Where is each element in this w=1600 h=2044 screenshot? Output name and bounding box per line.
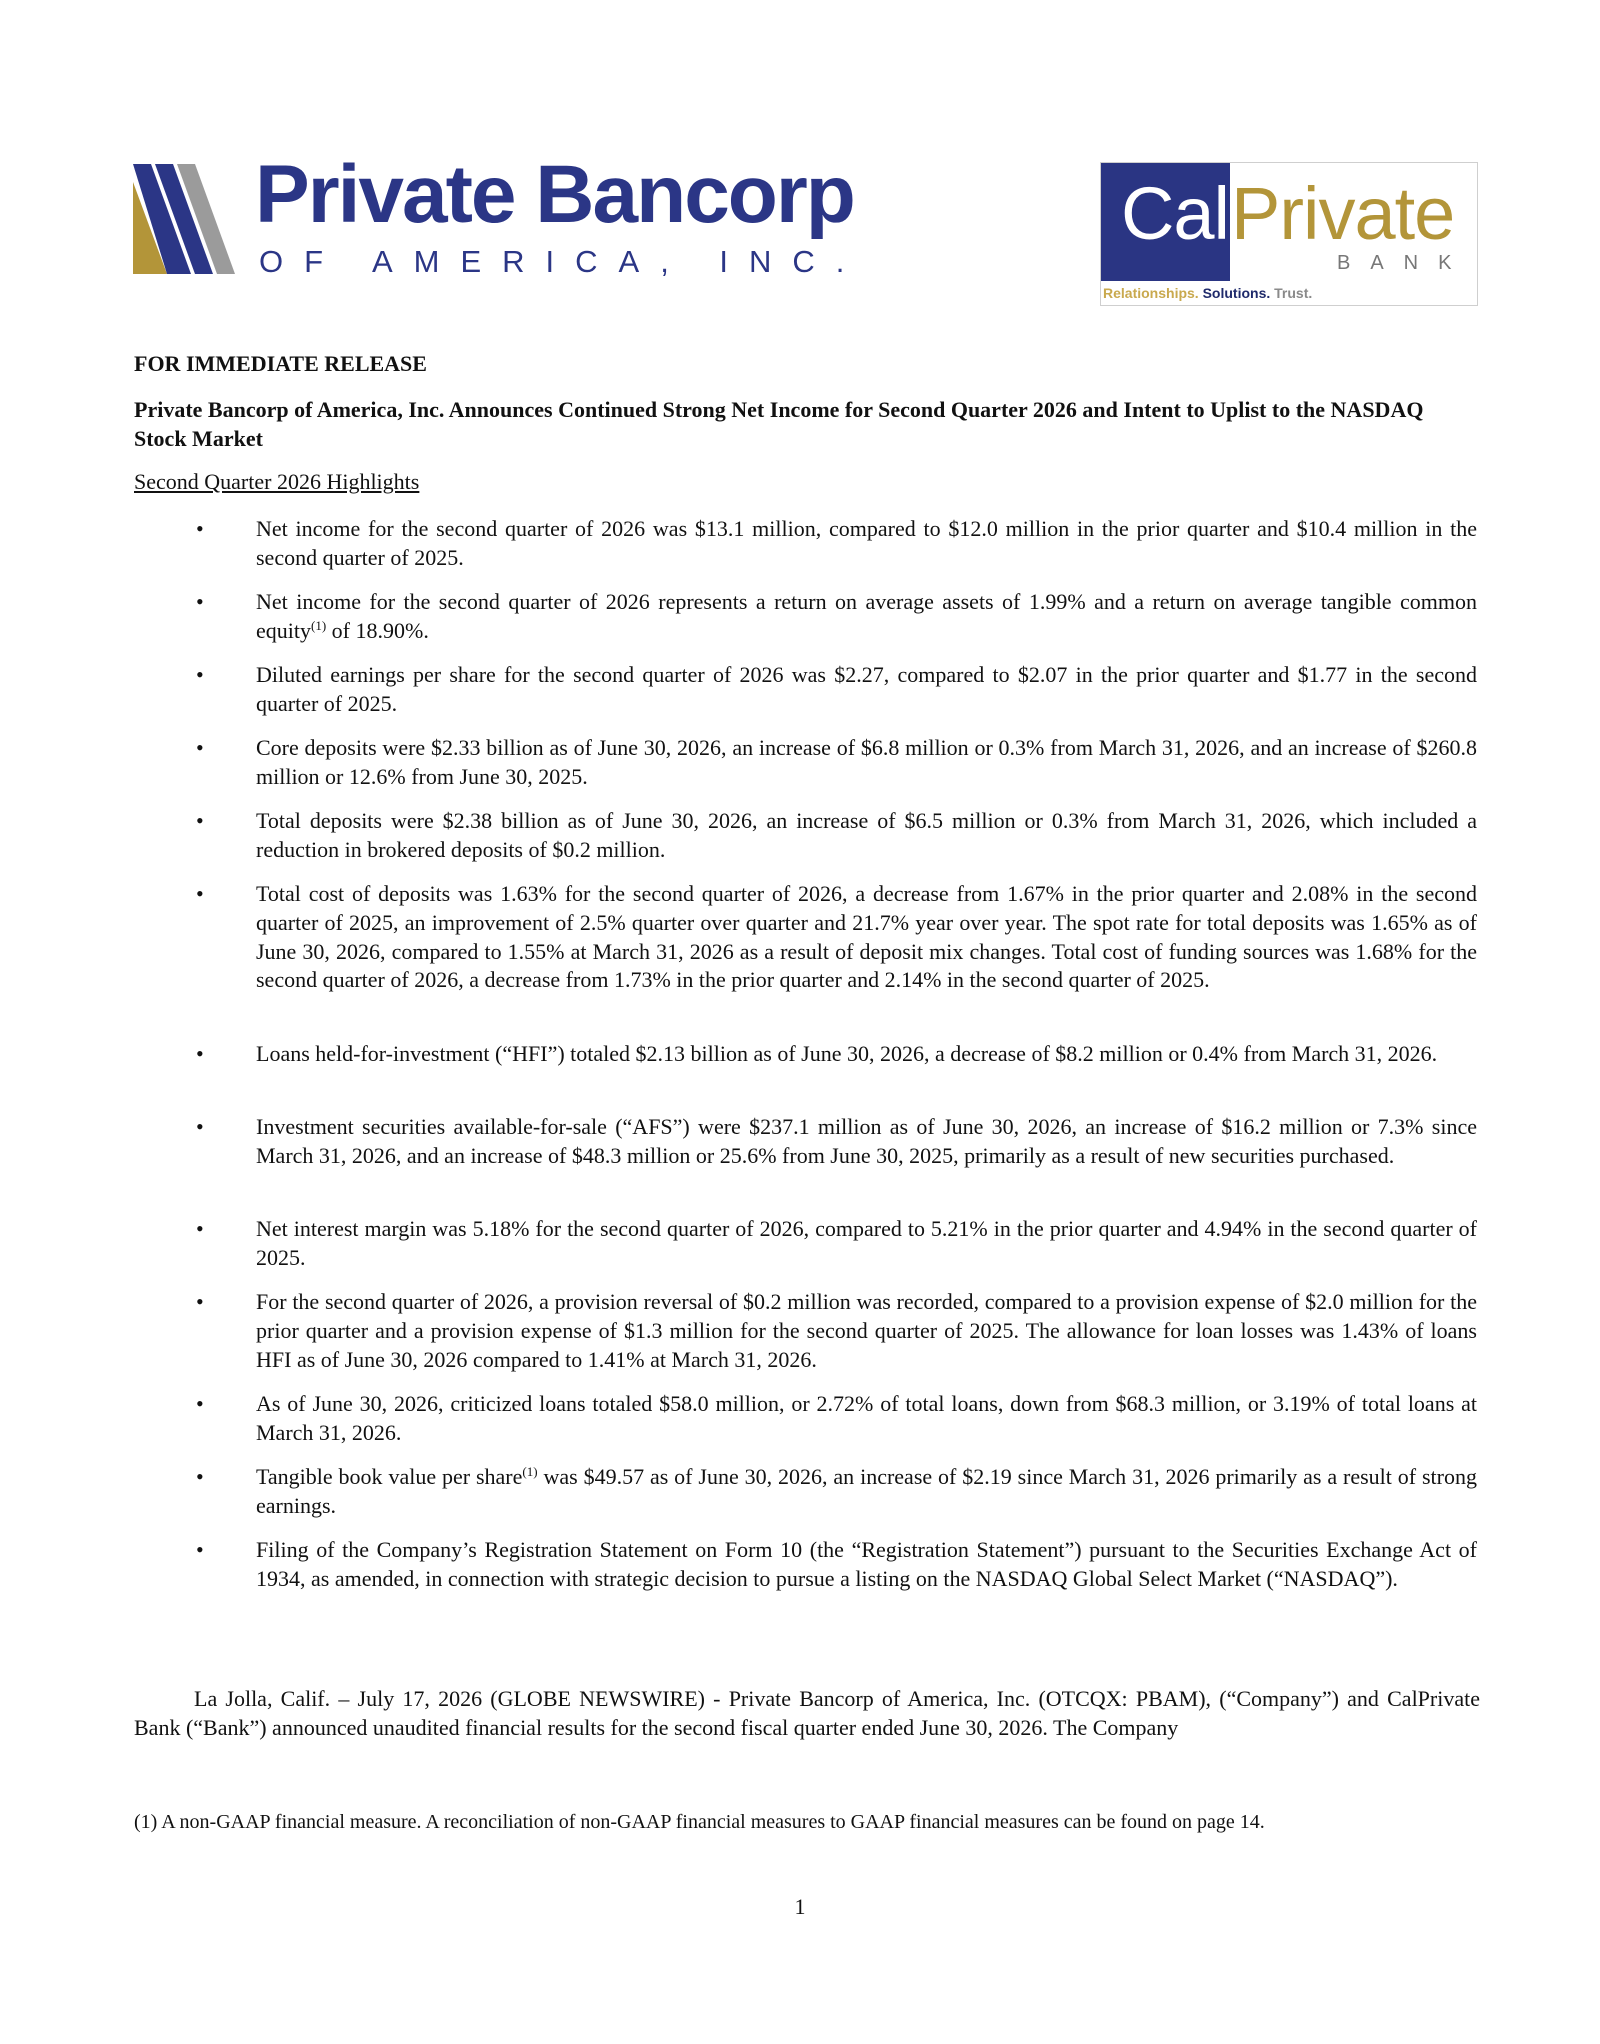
highlight-text: For the second quarter of 2026, a provision reversal of $0.2 million was recorded, compared to a provision expense of $2.0 million for the prior quarter and a provision expense of $1.3 million for the second quarter of 2025. The allowance for loan losses was 1.43% of loans HFI as of June 30, 2026 compared to 1.41% at March 31, 2026. — [256, 1289, 1477, 1372]
highlight-text: Net interest margin was 5.18% for the second quarter of 2026, compared to 5.21% in the prior quarter and 4.94% in the second quarter of 2025. — [256, 1216, 1477, 1270]
tagline-relationships: Relationships. — [1103, 285, 1199, 301]
bullet-icon: • — [196, 516, 204, 541]
highlights-title: Second Quarter 2026 Highlights — [134, 469, 420, 494]
bullet-icon: • — [196, 1289, 204, 1314]
highlight-text: Filing of the Company’s Registration Statement on Form 10 (the “Registration Statement”) pursuant to the Securities Exchange Act of 1934, as amended, in connection with strategic decision to pursue a listing on the NASDAQ Global Select Market (“NASDAQ”). — [256, 1537, 1477, 1591]
headline: Private Bancorp of America, Inc. Announces Continued Strong Net Income for Second Quarter 2026 and Intent to Uplist to the NASDAQ Stock Market — [134, 397, 1424, 451]
private-bancorp-name: Private Bancorp — [255, 149, 854, 240]
highlight-text: Loans held-for-investment (“HFI”) totaled $2.13 billion as of June 30, 2026, a decrease of $8.2 million or 0.4% from March 31, 2026. — [256, 1041, 1438, 1066]
private-bancorp-logo — [133, 149, 866, 280]
highlight-item — [196, 1288, 1477, 1374]
bullet-icon: • — [196, 735, 204, 760]
highlight-text: Net income for the second quarter of 2026 represents a return on average assets of 1.99% and a return on average tangible common equity — [256, 589, 1477, 643]
bullet-icon: • — [196, 589, 204, 614]
bullet-icon: • — [196, 1464, 204, 1489]
page-number: 1 — [794, 1894, 806, 1919]
calprivate-cal-text: Cal — [1101, 163, 1230, 281]
highlight-item — [196, 1040, 1477, 1069]
release-label: FOR IMMEDIATE RELEASE — [134, 351, 427, 376]
highlight-item — [196, 1463, 1477, 1521]
private-bancorp-mark-icon — [133, 164, 255, 274]
calprivate-private-text: Private — [1231, 172, 1455, 255]
footnote-ref: (1) — [311, 617, 327, 633]
highlight-text: Net income for the second quarter of 2026 was $13.1 million, compared to $12.0 million in the prior quarter and $10.4 million in the second quarter of 2025. — [256, 516, 1477, 570]
highlight-item — [196, 1215, 1477, 1273]
tagline-solutions: Solutions. — [1202, 285, 1271, 301]
calprivate-tagline — [1103, 286, 1312, 300]
bullet-icon: • — [196, 1114, 204, 1139]
highlight-text: was $49.57 as of June 30, 2026, an increase of $2.19 since March 31, 2026 primarily as a result of strong earnings. — [256, 1464, 1477, 1518]
footnote-ref: (1) — [522, 1464, 538, 1479]
highlight-text: Diluted earnings per share for the second quarter of 2026 was $2.27, compared to $2.07 in the prior quarter and $1.77 in the second quarter of 2025. — [256, 662, 1477, 716]
bullet-icon: • — [196, 1041, 204, 1066]
highlight-item — [196, 1536, 1477, 1594]
highlight-text: Investment securities available-for-sale (“AFS”) were $237.1 million as of June 30, 2026, an increase of $16.2 million or 7.3% since March 31, 2026, and an increase of $48.3 million or 25.6% from June 30, 2025, primarily as a result of new securities purchased. — [256, 1114, 1477, 1168]
highlight-item — [196, 661, 1477, 719]
bullet-icon: • — [196, 808, 204, 833]
highlight-text: Tangible book value per share — [256, 1464, 523, 1489]
bullet-icon: • — [196, 1216, 204, 1241]
highlight-text: As of June 30, 2026, criticized loans totaled $58.0 million, or 2.72% of total loans, down from $68.3 million, or 3.19% of total loans at March 31, 2026. — [256, 1391, 1477, 1445]
bullet-icon: • — [196, 881, 204, 906]
highlight-item — [196, 588, 1477, 646]
highlight-text: Total cost of deposits was 1.63% for the second quarter of 2026, a decrease from 1.67% in the prior quarter and 2.08% in the second quarter of 2025, an improvement of 2.5% quarter over quarter and 21.7% year over year. The spot rate for total deposits was 1.65% as of June 30, 2026, compared to 1.55% at March 31, 2026 as a result of deposit mix changes. Total cost of funding sources was 1.68% for the second quarter of 2026, a decrease from 1.73% in the prior quarter and 2.14% in the second quarter of 2025. — [256, 881, 1477, 993]
calprivate-bank-logo — [1100, 162, 1478, 306]
bullet-icon: • — [196, 1537, 204, 1562]
bullet-icon: • — [196, 1391, 204, 1416]
highlight-text: Total deposits were $2.38 billion as of June 30, 2026, an increase of $6.5 million or 0.3% from March 31, 2026, which included a reduction in brokered deposits of $0.2 million. — [256, 808, 1477, 862]
highlight-text: Core deposits were $2.33 billion as of June 30, 2026, an increase of $6.8 million or 0.3% from March 31, 2026, and an increase of $260.8 million or 12.6% from June 30, 2025. — [256, 735, 1477, 789]
footnote: (1) A non-GAAP financial measure. A reconciliation of non-GAAP financial measures to GAAP financial measures can be found on page 14. — [134, 1811, 1265, 1833]
tagline-trust: Trust. — [1274, 285, 1313, 301]
private-bancorp-subtitle: OF AMERICA, INC. — [259, 244, 866, 279]
highlight-item — [196, 734, 1477, 792]
bullet-icon: • — [196, 662, 204, 687]
calprivate-bank-text: BANK — [1337, 252, 1472, 274]
highlight-item — [196, 1390, 1477, 1448]
body-paragraph: La Jolla, Calif. – July 17, 2026 (GLOBE NEWSWIRE) - Private Bancorp of America, Inc. (OTCQX: PBAM), (“Company”) and CalPrivate Bank (“Bank”) announced unaudited financial results for the second fiscal quarter ended June 30, 2026. The Company — [134, 1686, 1480, 1740]
highlight-item — [196, 880, 1477, 995]
highlight-item — [196, 1113, 1477, 1171]
highlight-item — [196, 807, 1477, 865]
highlight-text: of 18.90%. — [326, 617, 429, 643]
highlight-item — [196, 515, 1477, 573]
